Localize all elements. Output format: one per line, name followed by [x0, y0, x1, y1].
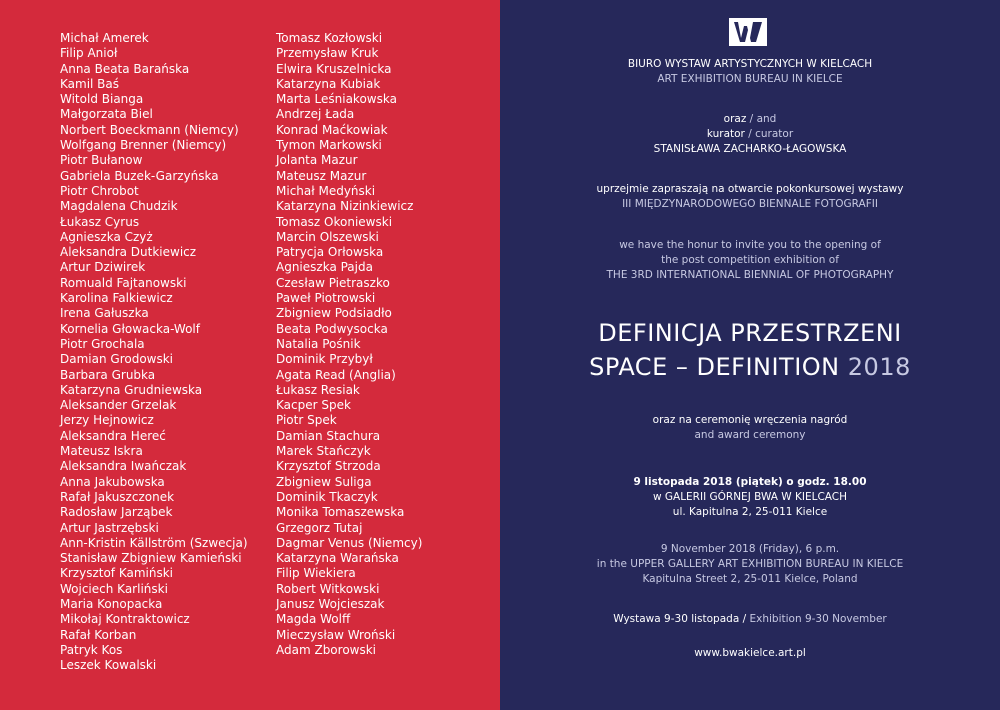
- artist-name: Rafał Jakuszczonek: [60, 489, 175, 504]
- artist-name: Gabriela Buzek-Garzyńska: [60, 168, 219, 183]
- ceremony-en: and award ceremony: [694, 429, 806, 441]
- artist-name: Marek Stańczyk: [276, 444, 371, 459]
- artist-name: Damian Stachura: [276, 428, 381, 443]
- invitation-panel: [500, 0, 1000, 710]
- artist-name: Artur Dziwirek: [60, 260, 146, 275]
- event-en-venue: in the UPPER GALLERY ART EXHIBITION BUREAU IN KIELCE: [596, 558, 904, 570]
- artist-name: Dominik Przybył: [276, 352, 373, 367]
- event-en-address: Kapitulna Street 2, 25-011 Kielce, Poland: [642, 573, 858, 585]
- invite-pl-line1: uprzejmie zapraszają na otwarcie pokonkursowej wystawy: [596, 183, 904, 195]
- artist-name: Aleksandra Hereć: [60, 428, 166, 443]
- artist-name: Agnieszka Pajda: [276, 260, 373, 275]
- bwa-logo-icon: [729, 18, 767, 46]
- artist-name: Tymon Markowski: [276, 138, 382, 153]
- artist-name: Janusz Wojcieszak: [276, 596, 385, 611]
- invite-en-block: [500, 238, 1000, 283]
- organizer-name-en: ART EXHIBITION BUREAU IN KIELCE: [657, 73, 843, 85]
- artist-name: Wojciech Karliński: [60, 581, 168, 596]
- artist-name: Natalia Pośnik: [276, 336, 361, 351]
- title-line-en: SPACE – DEFINITION 2018: [589, 353, 911, 381]
- artist-name: Dominik Tkaczyk: [276, 489, 378, 504]
- artist-name: Filip Anioł: [60, 46, 118, 61]
- artist-name: Jerzy Hejnowicz: [60, 413, 154, 428]
- artist-name: Magdalena Chudzik: [60, 199, 178, 214]
- invite-pl-line2: III MIĘDZYNARODOWEGO BIENNALE FOTOGRAFII: [622, 198, 878, 210]
- organizer-name-pl: BIURO WYSTAW ARTYSTYCZNYCH W KIELCACH: [627, 58, 873, 70]
- artist-name: Filip Wiekiera: [276, 566, 356, 581]
- artist-name: Romuald Fajtanowski: [60, 275, 187, 290]
- organizer-block: [500, 57, 1000, 87]
- artist-name: Ann-Kristin Källström (Szwecja): [60, 535, 248, 550]
- invite-en-line3: THE 3RD INTERNATIONAL BIENNIAL OF PHOTOGRAPHY: [606, 269, 894, 281]
- ceremony-block: [500, 413, 1000, 443]
- event-pl-venue: w GALERII GÓRNEJ BWA W KIELCACH: [652, 491, 848, 503]
- and-line: oraz / and: [723, 113, 777, 125]
- artist-name: Monika Tomaszewska: [276, 505, 405, 520]
- curator-name: STANISŁAWA ZACHARKO-ŁAGOWSKA: [653, 143, 847, 155]
- artist-name: Katarzyna Warańska: [276, 551, 399, 566]
- event-pl-block: [500, 475, 1000, 520]
- artist-name: Piotr Chrobot: [60, 183, 139, 198]
- artist-name: Beata Podwysocka: [276, 321, 388, 336]
- artist-name: Konrad Maćkowiak: [276, 122, 388, 137]
- website-link[interactable]: www.bwakielce.art.pl: [694, 647, 806, 659]
- artist-name: Michał Medyński: [276, 183, 376, 198]
- artist-name: Kornelia Głowacka-Wolf: [60, 321, 200, 336]
- artist-name: Jolanta Mazur: [276, 153, 358, 168]
- artist-name: Przemysław Kruk: [276, 46, 379, 61]
- artist-name: Małgorzata Biel: [60, 107, 153, 122]
- artist-list-column-1: [60, 31, 248, 673]
- artist-name: Piotr Grochala: [60, 336, 145, 351]
- artist-name: Czesław Pietraszko: [276, 275, 390, 290]
- artist-name: Zbigniew Podsiadło: [276, 306, 392, 321]
- artist-list-column-2: [276, 31, 422, 658]
- artist-name: Łukasz Cyrus: [60, 214, 140, 229]
- artist-name: Damian Grodowski: [60, 352, 174, 367]
- artist-name: Elwira Kruszelnicka: [276, 61, 392, 76]
- artist-name: Andrzej Łada: [276, 107, 355, 122]
- artist-name: Krzysztof Strzoda: [276, 459, 381, 474]
- artist-name: Łukasz Resiak: [276, 382, 360, 397]
- artist-name: Irena Gałuszka: [60, 306, 149, 321]
- artist-name: Aleksandra Iwańczak: [60, 459, 187, 474]
- artist-name: Agnieszka Czyż: [60, 229, 153, 244]
- title-line-pl: DEFINICJA PRZESTRZENI: [598, 319, 902, 347]
- artist-name: Zbigniew Suliga: [276, 474, 372, 489]
- artist-name: Leszek Kowalski: [60, 658, 157, 673]
- artist-name: Marcin Olszewski: [276, 229, 379, 244]
- artist-name: Grzegorz Tutaj: [276, 520, 363, 535]
- artist-name: Mateusz Mazur: [276, 168, 367, 183]
- artist-name: Piotr Spek: [276, 413, 337, 428]
- artist-name: Karolina Falkiewicz: [60, 291, 173, 306]
- artist-name: Paweł Piotrowski: [276, 291, 376, 306]
- event-pl-date: 9 listopada 2018 (piątek) o godz. 18.00: [633, 476, 867, 488]
- artist-name: Radosław Jarząbek: [60, 505, 173, 520]
- artist-name: Magda Wolff: [276, 612, 351, 627]
- artist-name: Anna Jakubowska: [60, 474, 165, 489]
- title-year: 2018: [847, 353, 911, 381]
- artist-name: Piotr Bułanow: [60, 153, 143, 168]
- artist-name: Wolfgang Brenner (Niemcy): [60, 138, 227, 153]
- artist-name: Marta Leśniakowska: [276, 92, 397, 107]
- artist-name: Barbara Grubka: [60, 367, 156, 382]
- artist-name: Witold Bianga: [60, 92, 144, 107]
- event-en-date: 9 November 2018 (Friday), 6 p.m.: [660, 543, 840, 555]
- artist-name: Maria Konopacka: [60, 596, 163, 611]
- event-en-block: [500, 542, 1000, 587]
- artist-name: Rafał Korban: [60, 627, 137, 642]
- invite-en-line1: we have the honur to invite you to the opening of: [619, 239, 881, 251]
- ceremony-pl: oraz na ceremonię wręczenia nagród: [652, 414, 848, 426]
- artist-name: Tomasz Kozłowski: [276, 31, 383, 45]
- artist-name: Mateusz Iskra: [60, 444, 143, 459]
- artist-name: Kacper Spek: [276, 398, 351, 413]
- artist-name: Agata Read (Anglia): [276, 367, 396, 382]
- invite-en-line2: the post competition exhibition of: [661, 254, 839, 266]
- artist-name: Mieczysław Wroński: [276, 627, 396, 642]
- artist-name: Michał Amerek: [60, 31, 149, 45]
- artist-name: Anna Beata Barańska: [60, 61, 190, 76]
- artist-name: Aleksander Grzelak: [60, 398, 177, 413]
- artist-name: Katarzyna Kubiak: [276, 76, 381, 91]
- artist-name: Robert Witkowski: [276, 581, 380, 596]
- artist-name: Mikołaj Kontraktowicz: [60, 612, 190, 627]
- curator-block: [500, 112, 1000, 157]
- exhibition-dates: Wystawa 9-30 listopada / Exhibition 9-30 November: [613, 613, 887, 625]
- artist-name: Norbert Boeckmann (Niemcy): [60, 122, 239, 137]
- artist-name: Stanisław Zbigniew Kamieński: [60, 551, 242, 566]
- artist-name: Tomasz Okoniewski: [276, 214, 393, 229]
- artist-name: Katarzyna Nizinkiewicz: [276, 199, 414, 214]
- artist-name: Patryk Kos: [60, 642, 123, 657]
- artist-name: Adam Zborowski: [276, 642, 377, 657]
- artist-name: Kamil Baś: [60, 76, 120, 91]
- artist-name: Krzysztof Kamiński: [60, 566, 174, 581]
- artist-name: Katarzyna Grudniewska: [60, 382, 203, 397]
- artist-name: Patrycja Orłowska: [276, 245, 384, 260]
- exhibition-title: [500, 316, 1000, 384]
- invite-pl-block: [500, 182, 1000, 212]
- event-pl-address: ul. Kapitulna 2, 25-011 Kielce: [672, 506, 828, 518]
- artist-name: Dagmar Venus (Niemcy): [276, 535, 423, 550]
- artist-name: Aleksandra Dutkiewicz: [60, 245, 197, 260]
- curator-label: kurator / curator: [706, 128, 794, 140]
- artist-name: Artur Jastrzębski: [60, 520, 159, 535]
